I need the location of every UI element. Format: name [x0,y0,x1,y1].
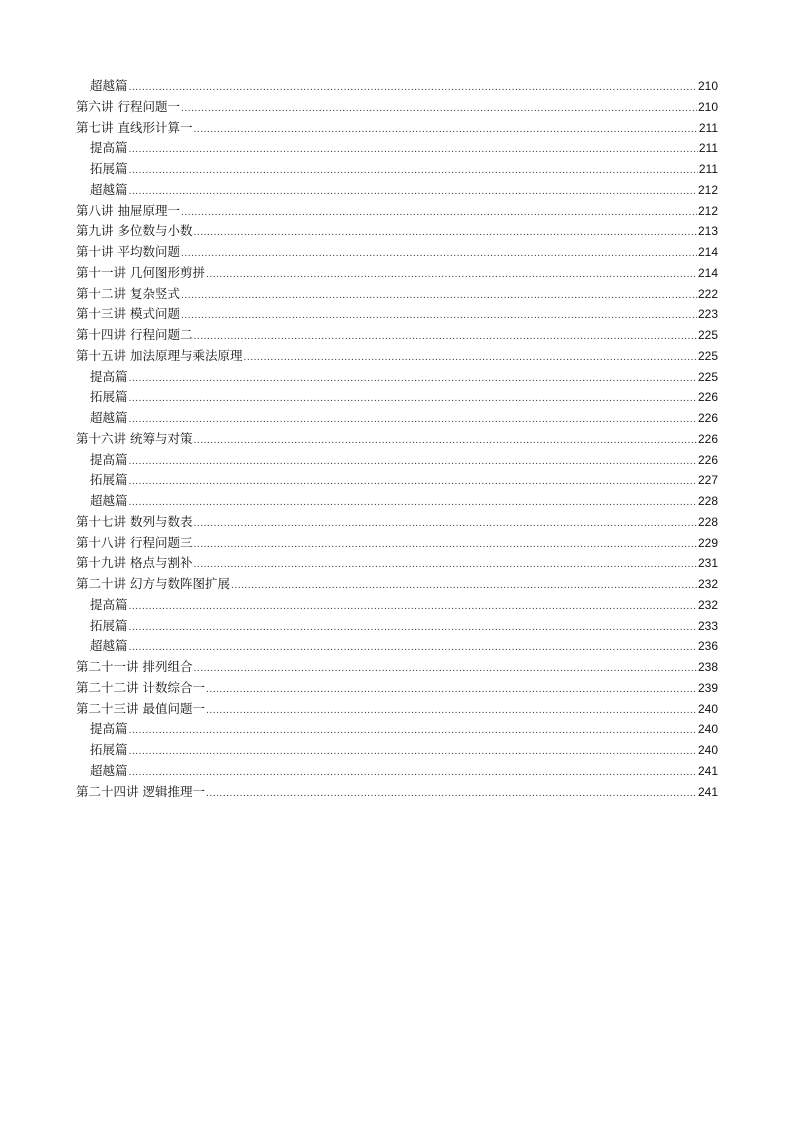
toc-entry-title: 第十七讲 数列与数表 [76,513,193,529]
toc-entry-title: 第十九讲 格点与割补 [76,555,193,571]
toc-entry-title: 第十讲 平均数问题 [76,244,180,259]
toc-page-number: 212 [697,203,718,218]
toc-entry-title: 第十二讲 复杂竖式 [76,285,180,301]
toc-dot-leader [181,286,697,307]
toc-page-number: 212 [697,182,718,197]
toc-entry-title: 第十三讲 模式问题 [76,306,180,322]
toc-page-number: 214 [697,265,718,280]
toc-subsection-entry[interactable] [76,740,718,761]
toc-entry-title: 拓展篇 [90,617,128,633]
toc-dot-leader [193,514,696,535]
toc-chapter-entry[interactable] [76,533,718,554]
toc-page-number: 211 [698,162,718,176]
toc-dot-leader [129,182,697,203]
toc-subsection-entry[interactable] [76,491,718,512]
toc-subsection-entry[interactable] [76,470,718,491]
toc-dot-leader [181,306,697,327]
toc-chapter-entry[interactable] [76,574,718,595]
toc-subsection-entry[interactable] [76,719,718,740]
toc-chapter-entry[interactable] [76,678,718,699]
toc-dot-leader [193,555,696,576]
toc-entry-title: 第二十四讲 逻辑推理一 [76,783,205,799]
toc-dot-leader [193,659,696,680]
toc-entry-title: 拓展篇 [90,742,128,757]
toc-page-number: 222 [697,286,718,301]
toc-dot-leader [129,452,697,473]
toc-entry-title: 超越篇 [90,410,128,425]
toc-subsection-entry[interactable] [76,408,718,429]
toc-page-number: 225 [697,348,718,363]
toc-entry-title: 拓展篇 [90,161,128,176]
toc-page-number: 240 [697,743,718,757]
toc-dot-leader [129,493,697,514]
toc-page-number: 240 [697,722,718,737]
toc-chapter-entry[interactable] [76,346,718,367]
toc-chapter-entry[interactable] [76,553,718,574]
toc-subsection-entry[interactable] [76,159,718,180]
toc-page-number: 213 [697,224,718,239]
toc-entry-title: 第六讲 行程问题一 [76,98,180,114]
toc-dot-leader [129,78,697,99]
toc-dot-leader [129,472,697,493]
toc-page-number: 210 [697,79,718,93]
toc-entry-title: 第九讲 多位数与小数 [76,223,193,239]
toc-dot-leader [206,680,697,701]
toc-page-number: 225 [697,328,718,342]
toc-entry-title: 第二十三讲 最值问题一 [76,700,205,716]
toc-entry-title: 第二十讲 幻方与数阵图扩展 [76,576,230,591]
toc-dot-leader [193,431,696,452]
toc-subsection-entry[interactable] [76,387,718,408]
toc-chapter-entry[interactable] [76,429,718,450]
toc-entry-title: 提高篇 [90,368,128,384]
toc-page-number: 226 [697,431,718,446]
toc-dot-leader [206,265,697,286]
toc-dot-leader [129,410,697,431]
toc-page-number: 225 [697,369,718,384]
toc-page-number: 223 [697,307,718,322]
toc-page-number: 232 [697,577,718,591]
toc-entry-title: 拓展篇 [90,389,128,405]
toc-chapter-entry[interactable] [76,284,718,305]
toc-chapter-entry[interactable] [76,782,718,803]
toc-dot-leader [129,161,698,182]
toc-entry-title: 提高篇 [90,451,128,467]
toc-entry-title: 提高篇 [90,721,128,737]
toc-subsection-entry[interactable] [76,138,718,159]
toc-chapter-entry[interactable] [76,221,718,242]
toc-dot-leader [129,742,697,763]
toc-subsection-entry[interactable] [76,450,718,471]
toc-dot-leader [129,369,697,390]
toc-dot-leader [129,597,697,618]
toc-entry-title: 超越篇 [90,762,128,778]
toc-subsection-entry[interactable] [76,616,718,637]
toc-page-number: 241 [697,784,718,799]
toc-page-number: 238 [697,660,718,674]
toc-subsection-entry[interactable] [76,367,718,388]
toc-entry-title: 第十五讲 加法原理与乘法原理 [76,347,243,363]
toc-page-number: 241 [697,763,718,778]
toc-dot-leader [181,244,697,265]
toc-subsection-entry[interactable] [76,595,718,616]
toc-chapter-entry[interactable] [76,97,718,118]
toc-entry-title: 第二十一讲 排列组合 [76,659,193,674]
toc-entry-title: 第十四讲 行程问题二 [76,327,193,342]
toc-page-number: 211 [698,141,718,156]
toc-chapter-entry[interactable] [76,242,718,263]
toc-chapter-entry[interactable] [76,699,718,720]
toc-subsection-entry[interactable] [76,761,718,782]
toc-dot-leader [129,389,697,410]
table-of-contents [76,76,718,802]
toc-page-number: 226 [697,411,718,425]
toc-page-number: 214 [697,245,718,259]
toc-page-number: 226 [697,452,718,467]
toc-page-number: 210 [697,99,718,114]
toc-entry-title: 超越篇 [90,78,128,93]
toc-chapter-entry[interactable] [76,325,718,346]
toc-entry-title: 第十八讲 行程问题三 [76,534,193,550]
toc-dot-leader [129,140,698,161]
toc-dot-leader [193,327,696,348]
toc-page-number: 233 [697,618,718,633]
toc-page-number: 211 [698,120,718,135]
toc-chapter-entry[interactable] [76,201,718,222]
toc-dot-leader [181,99,697,120]
toc-chapter-entry[interactable] [76,657,718,678]
toc-subsection-entry[interactable] [76,76,718,97]
toc-chapter-entry[interactable] [76,263,718,284]
toc-page-number: 240 [697,701,718,716]
toc-dot-leader [206,784,697,805]
toc-dot-leader [193,223,696,244]
toc-dot-leader [129,721,697,742]
toc-subsection-entry[interactable] [76,636,718,657]
toc-dot-leader [129,618,697,639]
toc-page-number: 229 [697,535,718,550]
toc-entry-title: 超越篇 [90,638,128,654]
toc-entry-title: 第十一讲 几何图形剪拼 [76,264,205,280]
toc-page-number: 239 [697,680,718,695]
toc-entry-title: 第十六讲 统筹与对策 [76,430,193,446]
toc-page-number: 232 [697,597,718,612]
toc-page-number: 228 [697,494,718,508]
toc-dot-leader [129,638,697,659]
toc-page-number: 228 [697,514,718,529]
toc-page-number: 231 [697,556,718,571]
toc-chapter-entry[interactable] [76,304,718,325]
toc-chapter-entry[interactable] [76,118,718,139]
toc-dot-leader [181,203,697,224]
toc-dot-leader [129,763,697,784]
toc-dot-leader [231,576,697,597]
toc-dot-leader [193,120,697,141]
toc-subsection-entry[interactable] [76,180,718,201]
toc-entry-title: 提高篇 [90,596,128,612]
toc-entry-title: 拓展篇 [90,472,128,488]
toc-page-number: 227 [697,473,718,488]
toc-page-number: 226 [697,390,718,405]
toc-entry-title: 第七讲 直线形计算一 [76,119,193,135]
toc-entry-title: 超越篇 [90,493,128,508]
toc-entry-title: 第八讲 抽屉原理一 [76,202,180,218]
toc-entry-title: 提高篇 [90,140,128,156]
toc-entry-title: 超越篇 [90,181,128,197]
toc-page-number: 236 [697,639,718,654]
toc-dot-leader [193,535,696,556]
toc-dot-leader [206,701,697,722]
toc-chapter-entry[interactable] [76,512,718,533]
toc-dot-leader [243,348,696,369]
toc-entry-title: 第二十二讲 计数综合一 [76,679,205,695]
